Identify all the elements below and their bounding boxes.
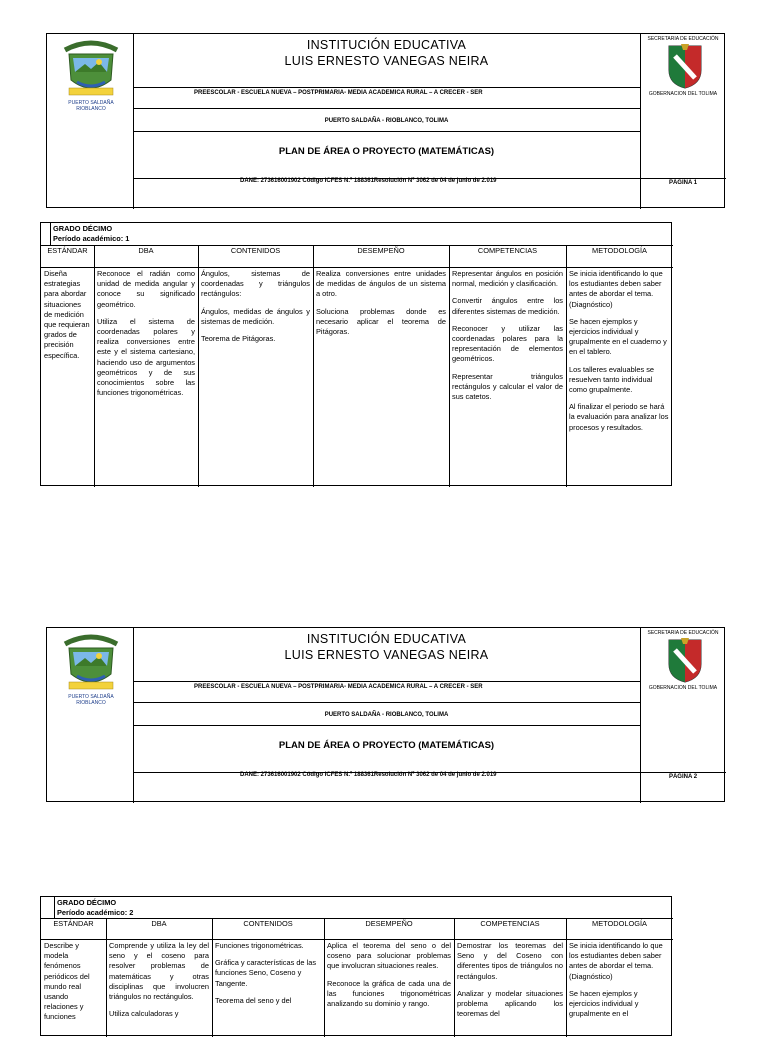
institution-line-1: INSTITUCIÓN EDUCATIVA xyxy=(306,632,467,646)
location-line: PUERTO SALDAÑA - RIOBLANCO, TOLIMA xyxy=(324,712,449,718)
gobernacion-label: GOBERNACION DEL TOLIMA xyxy=(648,91,718,97)
school-logo xyxy=(55,632,127,696)
page-number-2: PÁGINA 2 xyxy=(668,774,698,780)
dba-cell: Comprende y utiliza la ley del seno y el coseno para resolver problemas de matemáticas y otras disciplinas que involucren triángulos no rectángulos. Utiliza calculadoras y xyxy=(109,941,209,1019)
grado-label: GRADO DÉCIMO xyxy=(53,224,113,233)
col-header-estandar: ESTÁNDAR xyxy=(53,919,94,928)
school-logo xyxy=(55,38,127,102)
dane-line: DANE: 273616001902 Código ICFES N.º 188361Resolución Nº 3062 de 04 de junio de 2.019 xyxy=(240,178,497,184)
page-header-2 xyxy=(46,627,725,802)
col-header-metodologia: METODOLOGÍA xyxy=(592,919,647,928)
gobernacion-label: GOBERNACION DEL TOLIMA xyxy=(648,685,718,691)
plan-title: PLAN DE ÁREA O PROYECTO (MATEMÁTICAS) xyxy=(278,146,495,157)
page-header-1 xyxy=(46,33,725,208)
metodologia-cell: Se inicia identificando lo que los estudiantes deben saber antes de abordar el tema. (Diagnóstico) Se hacen ejemplos y ejercicios individual y grupalmente en el cuaderno y en el tablero. Los talleres evaluables se resuelven tanto individual como grupalmente. Al finalizar el periodo se hará la evaluación para analizar los procesos y resultados. xyxy=(569,269,669,432)
col-header-competencias: COMPETENCIAS xyxy=(480,919,540,928)
secretaria-label: SECRETARIA DE EDUCACIÓN xyxy=(647,630,719,636)
metodologia-cell: Se inicia identificando lo que los estudiantes deben saber antes de abordar el tema. (Diagnóstico) Se hacen ejemplos y ejercicios individual y grupalmente en el xyxy=(569,941,663,1019)
dane-line: DANE: 273616001902 Código ICFES N.º 188361Resolución Nº 3062 de 04 de junio de 2.019 xyxy=(240,772,497,778)
plan-table-1 xyxy=(40,222,672,486)
col-header-desempeno: DESEMPEÑO xyxy=(357,246,405,255)
col-header-contenidos: CONTENIDOS xyxy=(230,246,281,255)
page-number-1: PÁGINA 1 xyxy=(668,180,698,186)
secretaria-label: SECRETARIA DE EDUCACIÓN xyxy=(647,36,719,42)
institution-line-1: INSTITUCIÓN EDUCATIVA xyxy=(306,38,467,52)
col-header-dba: DBA xyxy=(151,919,167,928)
plan-title: PLAN DE ÁREA O PROYECTO (MATEMÁTICAS) xyxy=(278,740,495,751)
col-header-dba: DBA xyxy=(138,246,154,255)
contenidos-cell: Ángulos, sistemas de coordenadas y triángulos rectángulos: Ángulos, medidas de ángulos y sistemas de medición. Teorema de Pitágoras. xyxy=(201,269,310,344)
periodo-label: Período académico: 1 xyxy=(53,234,130,243)
tolima-crest xyxy=(665,42,705,90)
grado-label: GRADO DÉCIMO xyxy=(57,898,117,907)
logo-text-bottom: PUERTO SALDAÑA RIOBLANCO xyxy=(68,100,114,112)
logo-text-bottom: PUERTO SALDAÑA RIOBLANCO xyxy=(68,694,114,706)
dba-cell: Reconoce el radián como unidad de medida angular y conoce su significado geométrico. Utiliza el sistema de coordenadas polares y realiza conversiones entre este y el sistema cartesiano, haciendo uso de argumentos geométricos y de sus conocimientos sobre las funciones trigonométricas. xyxy=(97,269,195,398)
desempeno-cell: Aplica el teorema del seno o del coseno para solucionar problemas que involucran situaciones reales. Reconoce la gráfica de cada una de las funciones trigonométricas analizando su dominio y rango. xyxy=(327,941,451,1009)
tolima-crest xyxy=(665,636,705,684)
location-line: PUERTO SALDAÑA - RIOBLANCO, TOLIMA xyxy=(324,118,449,124)
levels-line: PREESCOLAR - ESCUELA NUEVA – POSTPRIMARIA- MEDIA ACADEMICA RURAL – A CRECER - SER xyxy=(194,90,483,96)
col-header-competencias: COMPETENCIAS xyxy=(477,246,538,255)
col-header-metodologia: METODOLOGÍA xyxy=(592,246,647,255)
desempeno-cell: Realiza conversiones entre unidades de medidas de ángulos de un sistema a otro. Soluciona problemas donde es necesario aplicar el teorema de Pitágoras. xyxy=(316,269,446,337)
contenidos-cell: Funciones trigonométricas. Gráfica y características de las funciones Seno, Coseno y Tangente. Teorema del seno y del xyxy=(215,941,317,1005)
competencias-cell: Representar ángulos en posición normal, medición y clasificación. Convertir ángulos entre los diferentes sistemas de medición. Reconocer y utilizar las coordenadas polares para la representación de elementos geométricos. Representar triángulos rectángulos y calcular el valor de sus catetos. xyxy=(452,269,563,402)
col-header-estandar: ESTÁNDAR xyxy=(47,246,88,255)
institution-line-2: LUIS ERNESTO VANEGAS NEIRA xyxy=(284,648,489,662)
plan-table-2 xyxy=(40,896,672,1036)
estandar-cell: Diseña estrategias para abordar situaciones de medición que requieran grados de precisión específica. xyxy=(44,269,90,360)
institution-line-2: LUIS ERNESTO VANEGAS NEIRA xyxy=(284,54,489,68)
col-header-contenidos: CONTENIDOS xyxy=(243,919,293,928)
estandar-cell: Describe y modela fenómenos periódicos del mundo real usando relaciones y funciones xyxy=(44,941,90,1022)
col-header-desempeno: DESEMPEÑO xyxy=(365,919,413,928)
competencias-cell: Demostrar los teoremas del Seno y del Coseno con diferentes tipos de triángulos no rectángulos. Analizar y modelar situaciones problema aplicando los teoremas del xyxy=(457,941,563,1019)
periodo-label: Período académico: 2 xyxy=(57,908,134,917)
levels-line: PREESCOLAR - ESCUELA NUEVA – POSTPRIMARIA- MEDIA ACADEMICA RURAL – A CRECER - SER xyxy=(194,684,483,690)
